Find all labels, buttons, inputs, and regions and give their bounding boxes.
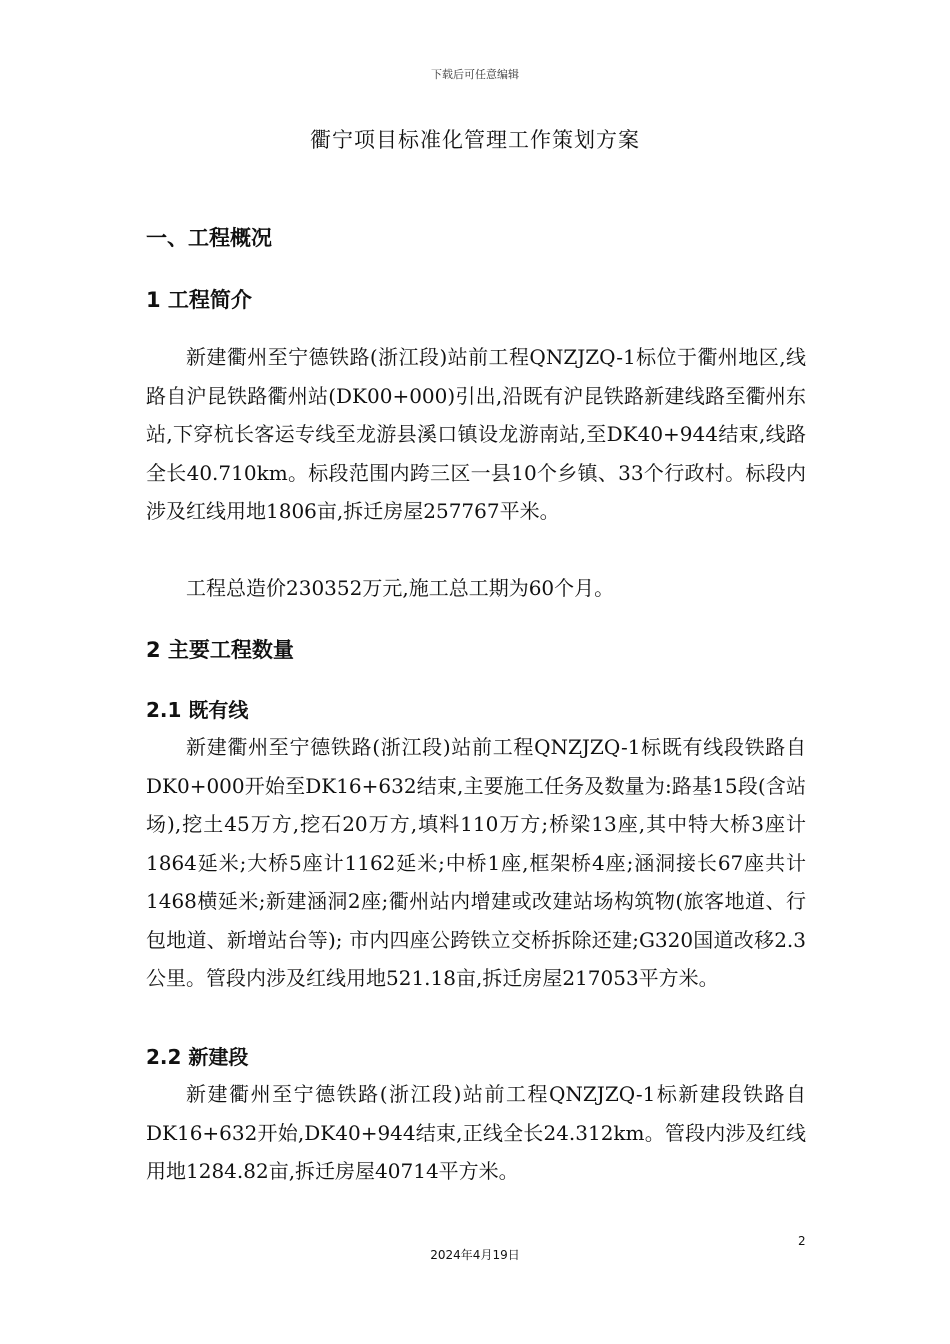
- section-heading-overview: 一、工程概况: [146, 226, 272, 250]
- paragraph-existing-line: 新建衢州至宁德铁路(浙江段)站前工程QNZJZQ-1标既有线段铁路自DK0+000开始至DK16+632结束,主要施工任务及数量为:路基15段(含站场),挖土45万方,挖石20万方,填料110万方;桥梁13座,其中特大桥3座计1864延米;大桥5座计1162延米;中桥1座,框架桥4座;涵洞接长67座共计1468横延米;新建涵洞2座;衢州站内增建或改建站场构筑物(旅客地道、行包地道、新增站台等); 市内四座公跨铁立交桥拆除还建;G320国道改移2.3公里。管段内涉及红线用地521.18亩,拆迁房屋217053平方米。: [146, 735, 806, 990]
- paragraph-new-section: 新建衢州至宁德铁路(浙江段)站前工程QNZJZQ-1标新建段铁路自DK16+632开始,DK40+944结束,正线全长24.312km。管段内涉及红线用地1284.82亩,拆迁房屋40714平方米。: [146, 1082, 806, 1183]
- subsection-heading-new-section: 2.2 新建段: [146, 1045, 249, 1069]
- page-number: 2: [798, 1234, 806, 1248]
- page-header-note: 下载后可任意编辑: [431, 68, 519, 81]
- subsection-heading-intro: 1 工程简介: [146, 288, 252, 312]
- paragraph-intro: 新建衢州至宁德铁路(浙江段)站前工程QNZJZQ-1标位于衢州地区,线路自沪昆铁路衢州站(DK00+000)引出,沿既有沪昆铁路新建线路至衢州东站,下穿杭长客运专线至龙游县溪口镇设龙游南站,至DK40+944结束,线路全长40.710km。标段范围内跨三区一县10个乡镇、33个行政村。标段内涉及红线用地1806亩,拆迁房屋257767平米。: [146, 345, 806, 523]
- paragraph-cost: 工程总造价230352万元,施工总工期为60个月。: [186, 576, 615, 600]
- subsection-heading-existing-line: 2.1 既有线: [146, 698, 249, 722]
- page-footer-date: 2024年4月19日: [430, 1248, 520, 1262]
- subsection-heading-quantities: 2 主要工程数量: [146, 638, 294, 662]
- document-title: 衢宁项目标准化管理工作策划方案: [310, 128, 640, 152]
